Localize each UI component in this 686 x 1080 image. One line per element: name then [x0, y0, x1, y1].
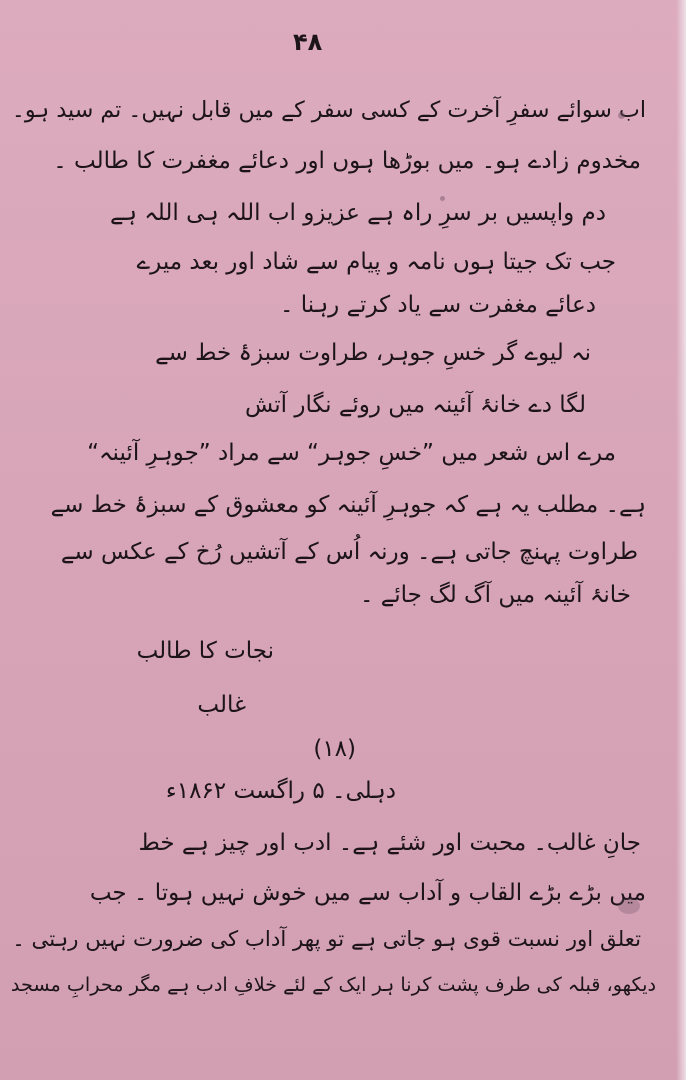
text-line: دعائے مغفرت سے یاد کرتے رہنا ۔	[279, 292, 596, 318]
verse-line: لگا دے خانۂ آئینہ میں روئے نگار آتش	[244, 392, 586, 418]
text-line: میں بڑے بڑے القاب و آداب سے میں خوش نہیں ہوتا ۔ جب	[89, 880, 646, 906]
text-line: اب سوائے سفرِ آخرت کے کسی سفر کے میں قابل نہیں۔ تم سید ہو۔	[11, 97, 646, 123]
ink-spot	[618, 112, 625, 119]
text-line: ہے۔ مطلب یہ ہے کہ جوہرِ آئینہ کو معشوق کے سبزۂ خط سے	[50, 492, 646, 518]
page-number: ۴۸	[293, 28, 323, 56]
verse-line: نہ لیوے گر خسِ جوہر، طراوت سبزۂ خط سے	[155, 340, 591, 366]
text-line: تعلق اور نسبت قوی ہو جاتی ہے تو پھر آداب کی ضرورت نہیں رہتی ۔	[12, 927, 641, 952]
text-line: مرے اس شعر میں ”خسِ جوہر“ سے مراد ”جوہرِ آئینہ“	[87, 440, 616, 466]
text-line: جب تک جیتا ہوں نامہ و پیام سے شاد اور بعد میرے	[136, 249, 616, 275]
text-line: طراوت پہنچ جاتی ہے۔ ورنہ اُس کے آتشیں رُخ کے عکس سے	[60, 539, 638, 565]
signature: غالب	[197, 692, 246, 718]
ink-spot	[618, 898, 640, 914]
text-line: دم واپسیں بر سرِ راہ ہے عزیزو اب اللہ ہی اللہ ہے	[110, 200, 606, 226]
dateline: دہلی۔ ۵ راگست ۱۸۶۲ء	[165, 778, 396, 804]
text-line: خانۂ آئینہ میں آگ لگ جائے ۔	[359, 582, 631, 608]
text-line: جانِ غالب۔ محبت اور شئے ہے۔ ادب اور چیز ہے خط	[138, 830, 641, 856]
ink-spot	[440, 196, 445, 201]
closing-line: نجات کا طالب	[136, 638, 274, 664]
text-line: دیکھو، قبلہ کی طرف پشت کرنا ہر ایک کے لئے خلافِ ادب ہے مگر محرابِ مسجد	[10, 973, 656, 996]
letter-number: (۱۸)	[313, 736, 356, 762]
text-line: مخدوم زادے ہو۔ میں بوڑھا ہوں اور دعائے مغفرت کا طالب ۔	[53, 148, 641, 174]
